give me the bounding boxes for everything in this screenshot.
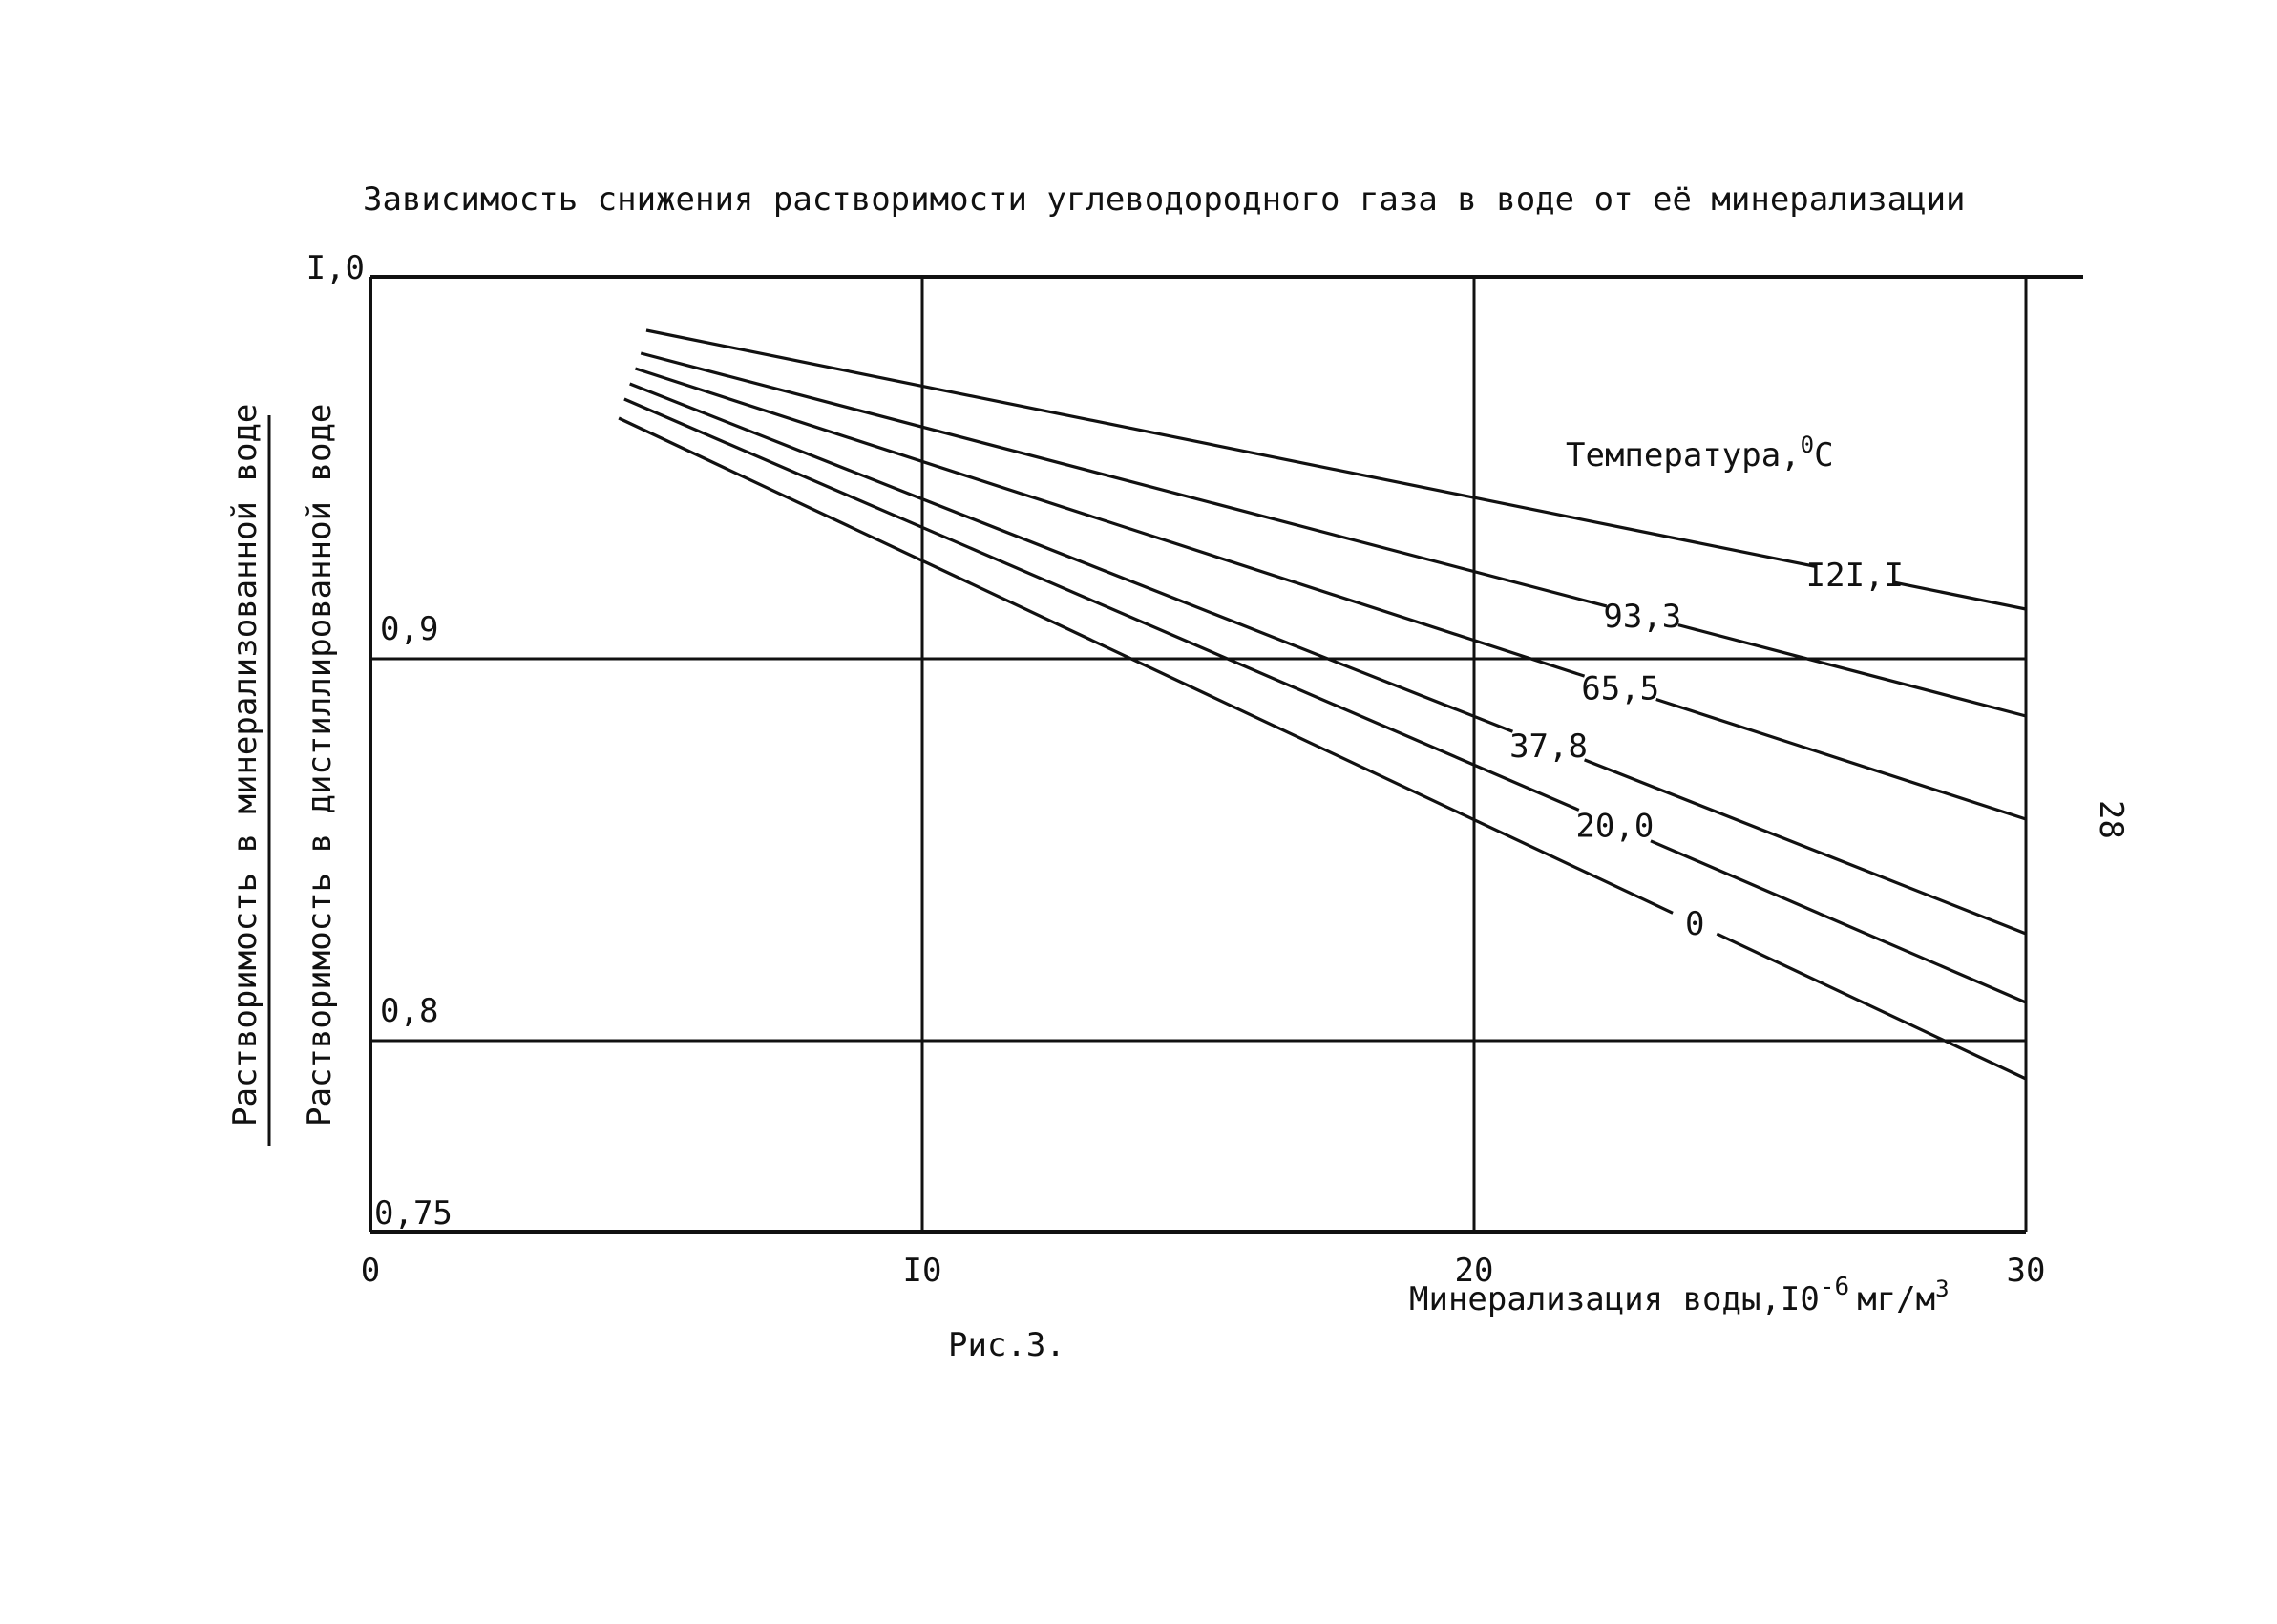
chart-title: Зависимость снижения растворимости углеводородного газа в воде от её минерализации — [363, 180, 1966, 219]
series-line-4 — [624, 399, 2026, 1002]
page-number: 28 — [2092, 800, 2130, 839]
series-label-0: I2I,I — [1805, 556, 1904, 595]
x-tick-label-3: 30 — [2006, 1252, 2046, 1290]
series-line-5 — [619, 418, 2026, 1079]
y-tick-label-1: 0,9 — [380, 610, 439, 648]
series-label-1: 93,3 — [1603, 597, 1682, 636]
figure-caption: Рис.3. — [948, 1326, 1065, 1364]
y-tick-label-0: I,0 — [306, 249, 365, 287]
tick-labels — [306, 249, 2046, 1290]
curve-labels — [1509, 557, 1904, 943]
x-tick-label-1: I0 — [902, 1252, 942, 1290]
y-tick-label-3: 0,75 — [374, 1194, 453, 1233]
x-tick-label-2: 20 — [1454, 1252, 1494, 1290]
legend-title: Температура,$^0$C — [1566, 432, 1834, 475]
series-label-5: 0 — [1684, 905, 1705, 944]
series-label-3: 37,8 — [1509, 728, 1588, 767]
y-axis-label-denominator: Растворимость в дистиллированной воде — [301, 403, 339, 1127]
y-tick-label-2: 0,8 — [380, 992, 439, 1030]
x-tick-label-0: 0 — [360, 1252, 381, 1290]
series-label-2: 65,5 — [1581, 669, 1660, 708]
y-axis-label — [226, 404, 339, 1146]
y-axis-label-numerator: Растворимость в минерализованной воде — [226, 403, 264, 1127]
x-axis-label: Минерализация $воды,I0^{-6}$ $мг/м^3$ — [1409, 1273, 1950, 1318]
series-label-4: 20,0 — [1575, 807, 1655, 846]
